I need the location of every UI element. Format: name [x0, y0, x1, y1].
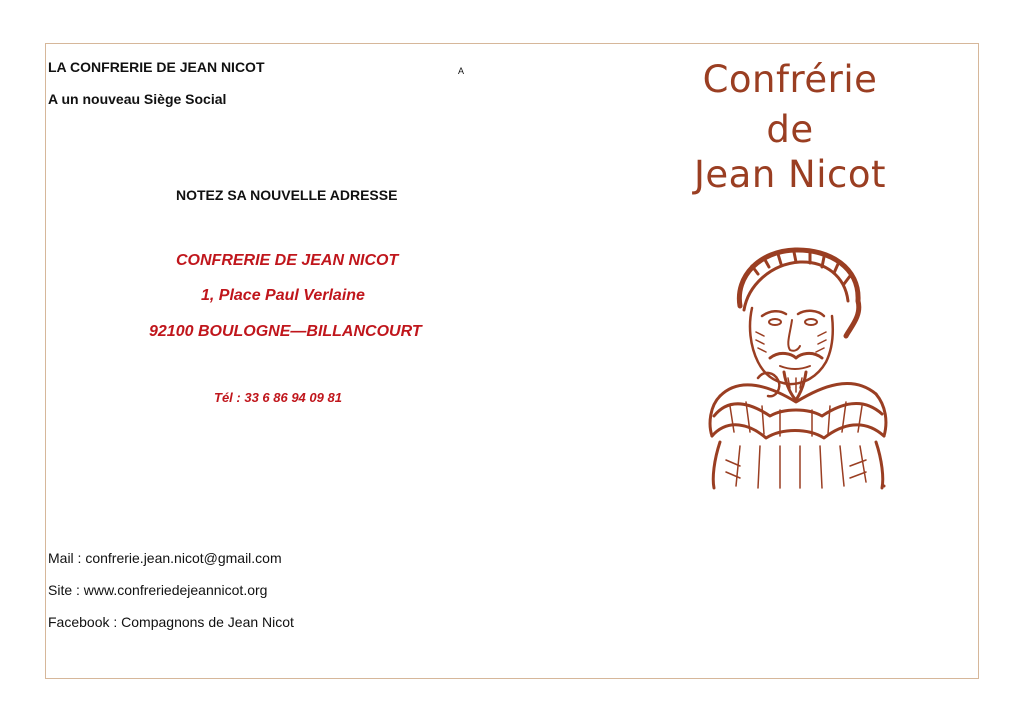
subtitle-text: A un nouveau Siège Social: [48, 91, 227, 107]
stray-letter: A: [458, 66, 465, 76]
address-street: 1, Place Paul Verlaine: [201, 287, 365, 304]
logo-line-jean-nicot: Jean Nicot: [693, 153, 886, 196]
contact-facebook: Facebook : Compagnons de Jean Nicot: [48, 614, 294, 630]
logo-line-confrerie: Confrérie: [702, 58, 878, 101]
address-city: 92100 BOULOGNE—BILLANCOURT: [149, 323, 422, 340]
contact-site: Site : www.confreriedejeannicot.org: [48, 582, 268, 598]
jean-nicot-portrait: [700, 246, 890, 490]
address-phone: Tél : 33 6 86 94 09 81: [214, 390, 342, 405]
logo-line-de: de: [766, 108, 814, 151]
org-name-heading: LA CONFRERIE DE JEAN NICOT: [48, 59, 265, 75]
address-name: CONFRERIE DE JEAN NICOT: [176, 252, 399, 269]
new-address-heading: NOTEZ SA NOUVELLE ADRESSE: [176, 187, 398, 203]
contact-mail: Mail : confrerie.jean.nicot@gmail.com: [48, 550, 282, 566]
